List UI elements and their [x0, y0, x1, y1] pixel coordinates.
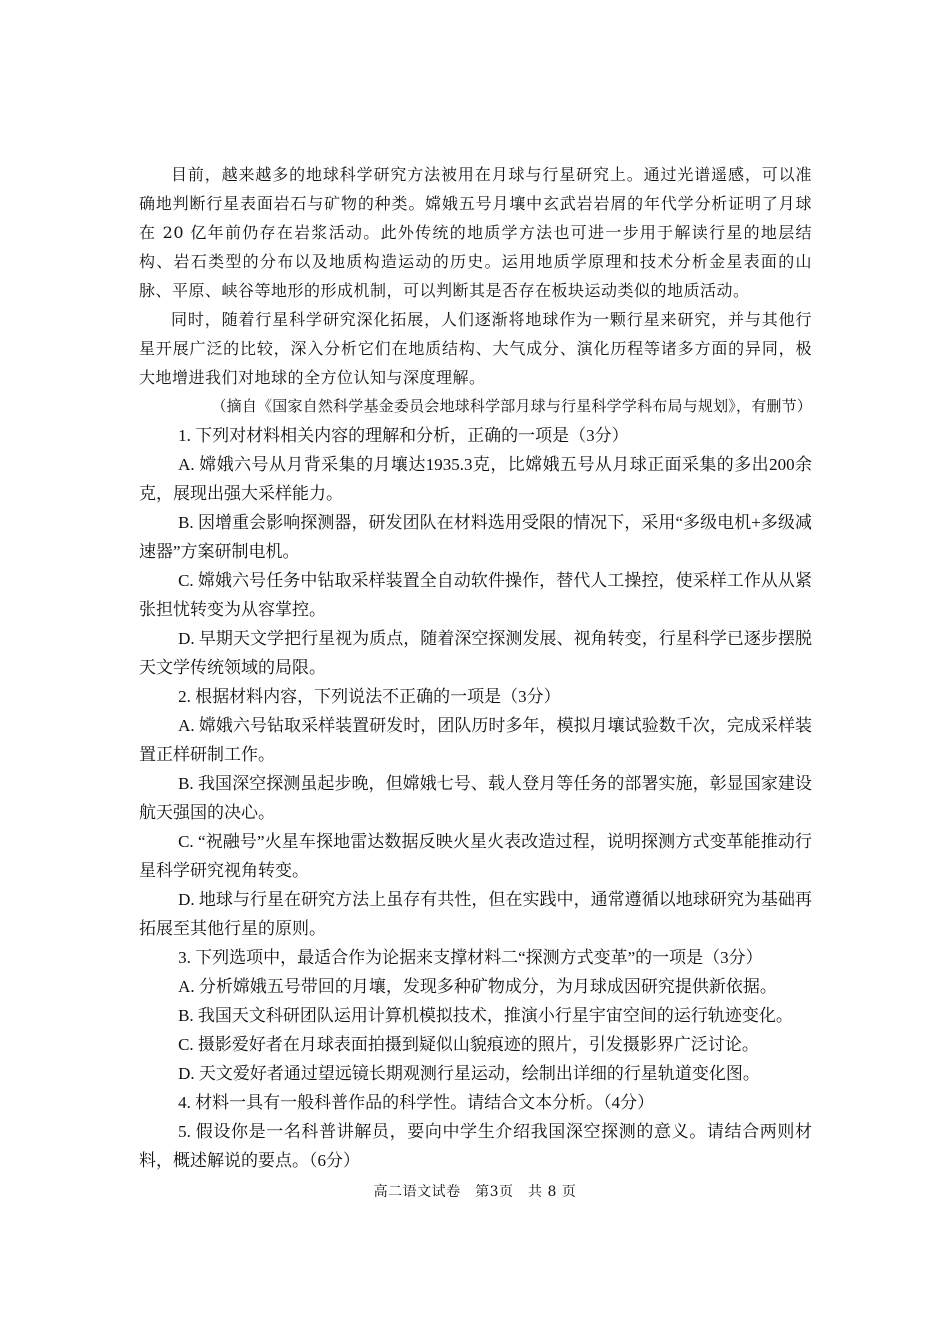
question-2-option-d: D. 地球与行星在研究方法上虽存有共性，但在实践中，通常遵循以地球研究为基础再拓展至其他行星的原则。: [139, 890, 812, 938]
question-5: [139, 1117, 812, 1175]
question-1-stem: 1. 下列对材料相关内容的理解和分析，正确的一项是（3分）: [178, 426, 629, 445]
material-paragraph-1: 目前，越来越多的地球科学研究方法被用在月球与行星研究上。通过光谱遥感，可以准确地判断行星表面岩石与矿物的种类。嫦娥五号月壤中玄武岩岩屑的年代学分析证明了月球在 20 亿年前仍存在岩浆活动。此外传统的地质学方法也可进一步用于解读行星的地层结构、岩石类型的分布以及地质构造运动的历史。运用地质学原理和技术分析金星表面的山脉、平原、峡谷等地形的形成机制，可以判断其是否存在板块运动类似的地质活动。: [139, 165, 812, 300]
question-1-option-b: B. 因增重会影响探测器，研发团队在材料选用受限的情况下，采用“多级电机+多级减速器”方案研制电机。: [139, 513, 812, 561]
question-2-option-a: A. 嫦娥六号钻取采样装置研发时，团队历时多年，模拟月壤试验数千次，完成采样装置正样研制工作。: [139, 716, 812, 764]
question-1-option-d: D. 早期天文学把行星视为质点，随着深空探测发展、视角转变，行星科学已逐步摆脱天文学传统领域的局限。: [139, 629, 812, 677]
question-1-option-c: C. 嫦娥六号任务中钻取采样装置全自动软件操作，替代人工操控，使采样工作从从紧张担忧转变为从容掌控。: [139, 571, 812, 619]
question-1: [139, 421, 812, 682]
question-3-option-a: A. 分析嫦娥五号带回的月壤，发现多种矿物成分，为月球成因研究提供新依据。: [178, 977, 777, 996]
exam-page-body: [139, 160, 812, 1175]
question-4-stem: 4. 材料一具有一般科普作品的科学性。请结合文本分析。（4分）: [178, 1093, 655, 1112]
question-3-option-b: B. 我国天文科研团队运用计算机模拟技术，推演小行星宇宙空间的运行轨迹变化。: [178, 1006, 793, 1025]
question-4: [139, 1088, 812, 1117]
question-3-option-d: D. 天文爱好者通过望远镜长期观测行星运动，绘制出详细的行星轨道变化图。: [178, 1064, 760, 1083]
question-2: [139, 682, 812, 943]
question-1-option-a: A. 嫦娥六号从月背采集的月壤达1935.3克，比嫦娥五号从月球正面采集的多出200余克，展现出强大采样能力。: [139, 455, 812, 503]
question-2-option-c: C. “祝融号”火星车探地雷达数据反映火星火表改造过程，说明探测方式变革能推动行星科学研究视角转变。: [139, 832, 812, 880]
question-3-stem: 3. 下列选项中，最适合作为论据来支撑材料二“探测方式变革”的一项是（3分）: [178, 948, 763, 967]
question-5-stem: 5. 假设你是一名科普讲解员，要向中学生介绍我国深空探测的意义。请结合两则材料，概述解说的要点。（6分）: [139, 1122, 812, 1170]
question-3-option-c: C. 摄影爱好者在月球表面拍摄到疑似山貌痕迹的照片，引发摄影界广泛讨论。: [178, 1035, 759, 1054]
page-footer: 高二语文试卷 第3页 共 8 页: [373, 1184, 577, 1200]
question-2-stem: 2. 根据材料内容，下列说法不正确的一项是（3分）: [178, 687, 561, 706]
material-source: （摘自《国家自然科学基金委员会地球科学部月球与行星科学学科布局与规划》，有删节）: [211, 397, 812, 415]
material-paragraph-2: 同时，随着行星科学研究深化拓展，人们逐渐将地球作为一颗行星来研究，并与其他行星开展广泛的比较，深入分析它们在地质结构、大气成分、演化历程等诸多方面的异同，极大地增进我们对地球的全方位认知与深度理解。: [139, 310, 812, 387]
question-3: [139, 943, 812, 1088]
question-2-option-b: B. 我国深空探测虽起步晚，但嫦娥七号、载人登月等任务的部署实施，彰显国家建设航天强国的决心。: [139, 774, 812, 822]
